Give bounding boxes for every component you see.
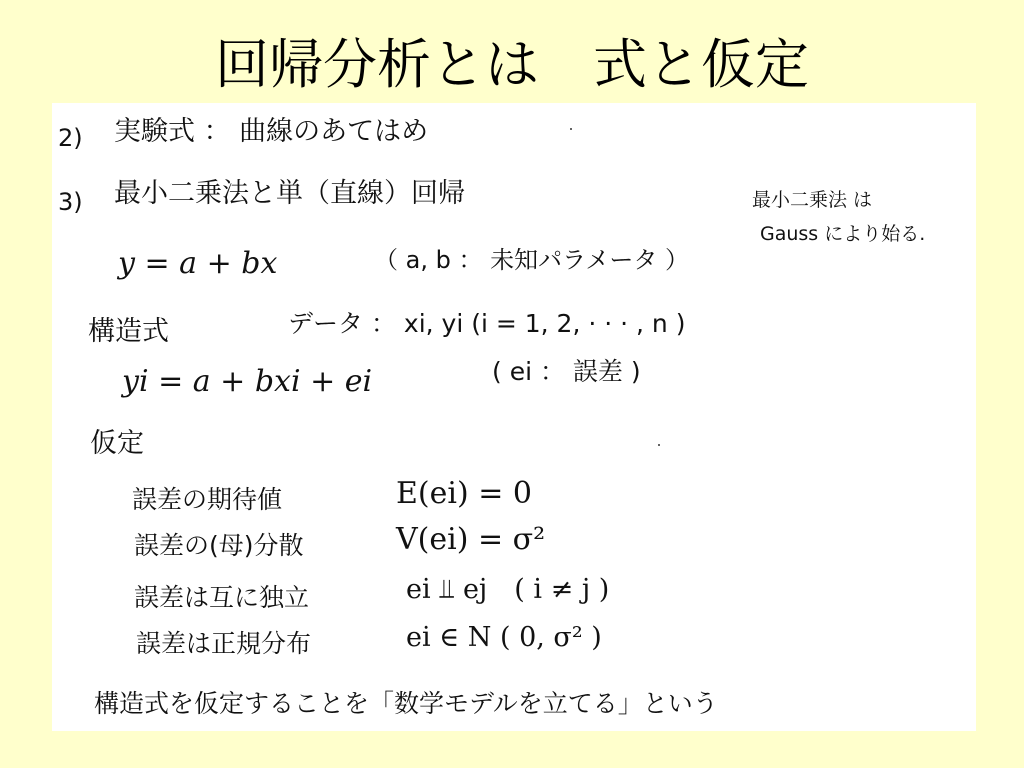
assumption-3-label: 誤差は互に独立 xyxy=(134,583,310,612)
speck xyxy=(570,128,572,130)
assumption-3-formula: ei ⫫ ej ( i ≠ j ) xyxy=(406,574,610,605)
side-note-line-1: 最小二乗法 は xyxy=(752,189,873,211)
model-equation: y = a + bx xyxy=(118,246,278,281)
conclusion-text: 構造式を仮定することを「数学モデルを立てる」という xyxy=(94,689,718,718)
assumption-2-label: 誤差の(母)分散 xyxy=(134,531,304,560)
assumption-4-label: 誤差は正規分布 xyxy=(136,629,312,658)
item-2-text: 実験式 ： 曲線のあてはめ xyxy=(114,116,429,147)
item-3-text: 最小二乗法と単（直線）回帰 xyxy=(114,178,465,209)
structure-label: 構造式 xyxy=(88,316,169,347)
item-2-number: 2) xyxy=(58,124,83,152)
assumption-label: 仮定 xyxy=(90,428,144,459)
structure-data: データ ： xi, yi (i = 1, 2, · · · , n ) xyxy=(288,309,686,338)
structure-equation: yi = a + bxi + ei xyxy=(122,364,373,399)
speck xyxy=(658,444,660,446)
item-3-number: 3) xyxy=(58,188,83,216)
handwritten-notes-image xyxy=(52,103,976,731)
assumption-2-formula: V(ei) = σ² xyxy=(396,522,546,557)
assumption-4-formula: ei ∈ N ( 0, σ² ) xyxy=(406,622,602,653)
model-parameters: （ a, b ： 未知パラメータ ） xyxy=(374,246,689,274)
assumption-1-label: 誤差の期待値 xyxy=(132,485,283,514)
side-note-line-2: Gauss により始る. xyxy=(760,223,926,245)
structure-error: ( ei ： 誤差 ) xyxy=(492,357,641,386)
slide-title: 回帰分析とは 式と仮定 xyxy=(215,33,809,96)
assumption-1-formula: E(ei) = 0 xyxy=(396,476,532,511)
